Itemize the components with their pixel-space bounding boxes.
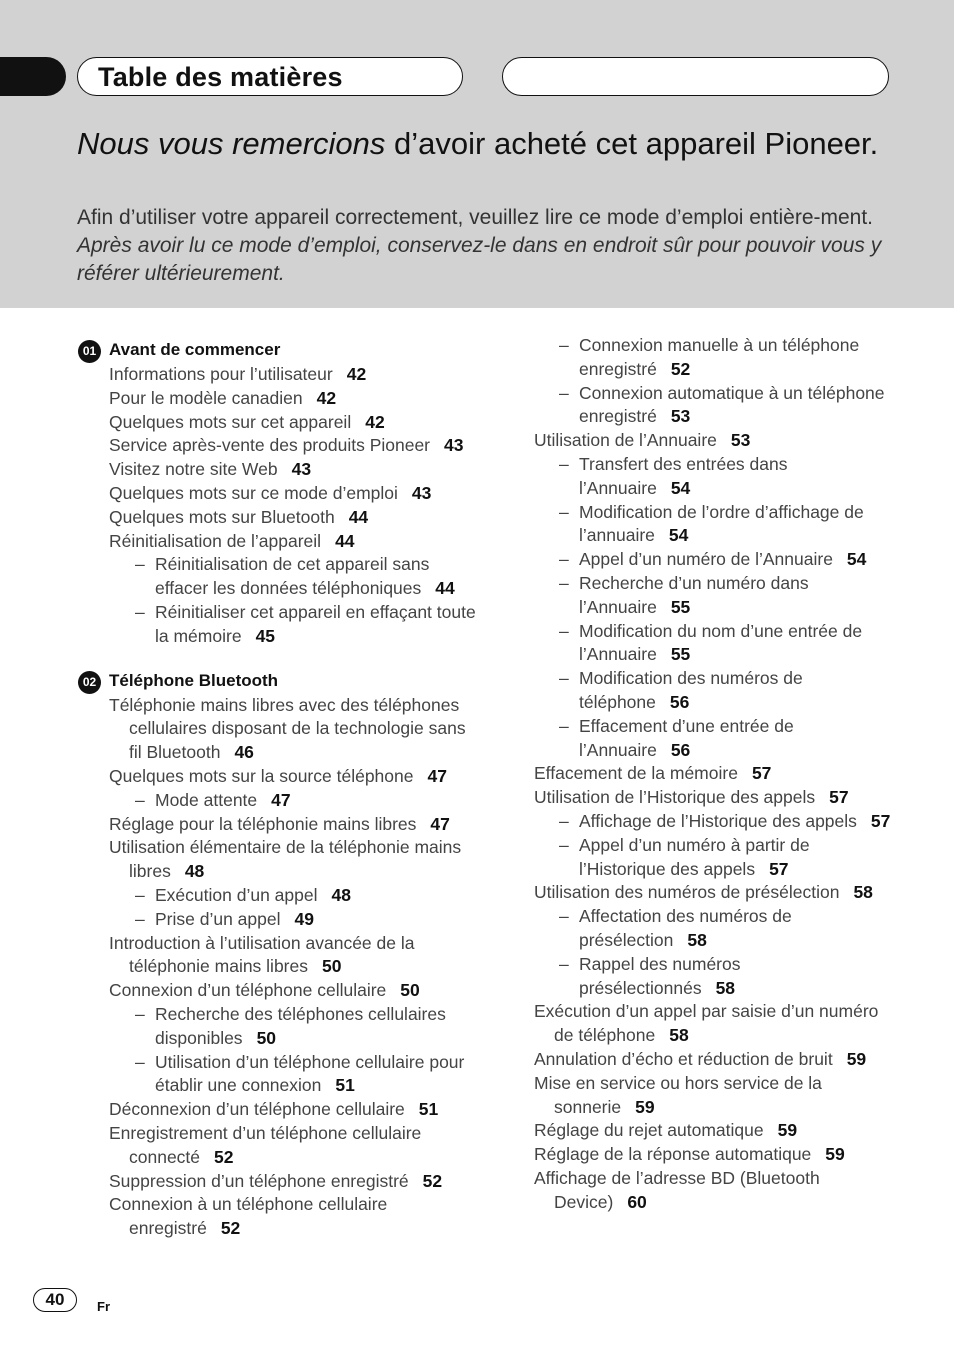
toc-page-number: 53 — [670, 406, 691, 427]
toc-left-column — [78, 337, 478, 1241]
toc-entry-text: Service après-vente des produits Pioneer — [109, 435, 431, 456]
toc-subentry[interactable] — [559, 834, 894, 882]
dash-bullet: – — [559, 382, 569, 403]
toc-entry[interactable] — [109, 506, 478, 530]
toc-entry-text: Quelques mots sur la source téléphone — [109, 765, 414, 786]
toc-subentry[interactable] — [559, 334, 894, 382]
toc-entry[interactable] — [534, 786, 894, 810]
toc-entry-text: Exécution d’un appel — [155, 884, 318, 905]
toc-entry-text: Recherche d’un numéro dans l’Annuaire — [579, 572, 809, 617]
toc-entry[interactable] — [534, 1143, 894, 1167]
toc-subentry[interactable] — [559, 810, 894, 834]
toc-subentry[interactable] — [135, 1003, 478, 1051]
toc-page-number: 58 — [687, 929, 707, 950]
toc-entry-text: Modification des numéros de téléphone — [579, 668, 803, 712]
toc-right-column — [534, 334, 894, 1214]
toc-entry[interactable] — [109, 434, 478, 458]
toc-entry[interactable] — [109, 765, 478, 789]
toc-entry-text: Modification du nom d’une entrée de l’Annuaire — [579, 620, 863, 665]
section-number-badge: 02 — [78, 671, 101, 694]
toc-subentry[interactable] — [135, 553, 478, 601]
toc-page-number: 46 — [234, 742, 254, 763]
dash-bullet: – — [135, 1003, 145, 1024]
toc-page-number: 56 — [669, 691, 690, 712]
toc-page-number: 43 — [291, 459, 312, 480]
toc-entry-text: Appel d’un numéro à partir de l’Historique des appels — [579, 834, 810, 879]
toc-entry-text: Exécution d’un appel par saisie d’un numéro de téléphone — [534, 1001, 879, 1046]
toc-entry-text: Utilisation des numéros de présélection — [534, 882, 840, 903]
toc-page-number: 55 — [670, 596, 691, 617]
toc-subentry[interactable] — [559, 453, 894, 501]
empty-header-pill — [502, 57, 889, 96]
toc-page-number: 57 — [870, 810, 891, 831]
dash-bullet: – — [559, 953, 569, 974]
toc-entry-text: Réglage du rejet automatique — [534, 1120, 764, 1141]
toc-entry[interactable] — [109, 694, 478, 765]
toc-page-number: 57 — [751, 763, 772, 784]
dash-bullet: – — [559, 620, 569, 641]
toc-subentry[interactable] — [135, 908, 478, 932]
toc-entry[interactable] — [534, 1072, 894, 1120]
dash-bullet: – — [559, 906, 569, 927]
toc-entry-text: Quelques mots sur ce mode d’emploi — [109, 482, 398, 503]
intro-paragraph — [77, 204, 917, 288]
dash-bullet: – — [559, 834, 569, 855]
toc-page-number: 55 — [670, 644, 691, 665]
toc-entry-text: Utilisation d’un téléphone cellulaire pour établir une connexion — [155, 1051, 465, 1096]
toc-page-number: 59 — [635, 1096, 655, 1117]
toc-entry-text: Téléphonie mains libres avec des téléphones cellulaires disposant de la technologie sans fil Bluetooth — [109, 694, 466, 763]
toc-entry-text: Enregistrement d’un téléphone cellulaire connecté — [109, 1122, 422, 1167]
dash-bullet: – — [559, 715, 569, 736]
toc-subentry[interactable] — [135, 1051, 478, 1099]
toc-entry[interactable] — [109, 530, 478, 554]
toc-entry-text: Modification de l’ordre d’affichage de l’annuaire — [579, 501, 864, 546]
chapter-tab-marker — [0, 57, 66, 96]
dash-bullet: – — [135, 908, 145, 929]
toc-entry-text: Affichage de l’Historique des appels — [579, 810, 857, 831]
toc-entry[interactable] — [109, 1170, 478, 1194]
dash-bullet: – — [135, 554, 145, 575]
toc-subentry[interactable] — [559, 667, 894, 715]
toc-page-number: 52 — [214, 1146, 234, 1167]
dash-bullet: – — [559, 453, 569, 474]
toc-page-number: 43 — [444, 435, 464, 456]
toc-page-number: 47 — [430, 813, 450, 834]
toc-page-number: 52 — [422, 1170, 443, 1191]
toc-page-number: 53 — [730, 430, 751, 451]
toc-entry-text: Réinitialiser cet appareil en effaçant toute la mémoire — [155, 601, 476, 646]
toc-entry[interactable] — [109, 1098, 478, 1122]
toc-page-number: 59 — [846, 1048, 867, 1069]
toc-entry[interactable] — [534, 1048, 894, 1072]
toc-entry-text: Déconnexion d’un téléphone cellulaire — [109, 1099, 405, 1120]
toc-entry[interactable] — [109, 482, 478, 506]
dash-bullet: – — [559, 572, 569, 593]
toc-entry-text: Prise d’un appel — [155, 908, 281, 929]
dash-bullet: – — [559, 810, 569, 831]
toc-title: Table des matières — [98, 62, 343, 92]
toc-entry[interactable] — [109, 1193, 478, 1241]
dash-bullet: – — [559, 668, 569, 689]
intro-italic: Après avoir lu ce mode d’emploi, conservez-le dans en endroit sûr pour pouvoir vous y référer ultérieurement. — [77, 234, 882, 285]
toc-subentry[interactable] — [559, 620, 894, 668]
toc-entry-text: Quelques mots sur Bluetooth — [109, 506, 335, 527]
toc-entry[interactable] — [109, 836, 478, 884]
toc-entry-text: Suppression d’un téléphone enregistré — [109, 1170, 409, 1191]
section-heading — [78, 337, 478, 363]
toc-entry-text: Réinitialisation de l’appareil — [109, 530, 322, 551]
toc-page-number: 42 — [346, 364, 367, 384]
toc-page-number: 45 — [255, 625, 276, 646]
toc-entry-text: Pour le modèle canadien — [109, 387, 303, 408]
page-number: 40 — [33, 1288, 77, 1312]
toc-page-number: 54 — [668, 525, 689, 546]
toc-page-number: 60 — [627, 1191, 647, 1212]
toc-entry-text: Affichage de l’adresse BD (Bluetooth Device) — [534, 1167, 820, 1212]
toc-entry-text: Mode attente — [155, 789, 258, 810]
toc-page-number: 57 — [829, 787, 849, 808]
toc-page-number: 59 — [777, 1120, 798, 1141]
toc-entry-text: Effacement d’une entrée de l’Annuaire — [579, 715, 794, 760]
dash-bullet: – — [135, 789, 145, 810]
toc-page-number: 42 — [316, 387, 337, 408]
toc-entry-text: Quelques mots sur cet appareil — [109, 411, 352, 432]
toc-page-number: 47 — [271, 789, 291, 810]
intro-plain: Afin d’utiliser votre appareil correctement, veuillez lire ce mode d’emploi entière-ment. — [77, 206, 874, 229]
toc-entry-text: Connexion à un téléphone cellulaire enregistré — [109, 1194, 388, 1239]
toc-page-number: 54 — [670, 477, 691, 498]
toc-entry-text: Visitez notre site Web — [109, 459, 278, 480]
toc-entry-text: Introduction à l’utilisation avancée de la téléphonie mains libres — [109, 932, 415, 977]
toc-page-number: 58 — [669, 1025, 689, 1046]
toc-entry-text: Rappel des numéros présélectionnés — [579, 953, 741, 998]
toc-entry[interactable] — [534, 762, 894, 786]
section-title: Téléphone Bluetooth — [109, 670, 279, 690]
toc-entry-text: Connexion manuelle à un téléphone enregistré — [579, 335, 860, 379]
toc-entry-text: Transfert des entrées dans l’Annuaire — [579, 453, 788, 498]
toc-page-number: 59 — [825, 1144, 845, 1165]
toc-subentry[interactable] — [559, 905, 894, 953]
toc-entry-text: Appel d’un numéro de l’Annuaire — [579, 549, 833, 570]
toc-entry[interactable] — [109, 363, 478, 387]
toc-entry-text: Effacement de la mémoire — [534, 763, 738, 784]
toc-entry-text: Utilisation élémentaire de la téléphonie mains libres — [109, 837, 462, 882]
dash-bullet: – — [559, 335, 569, 355]
dash-bullet: – — [559, 501, 569, 522]
toc-page-number: 47 — [427, 765, 447, 786]
toc-page-number: 58 — [853, 882, 873, 903]
toc-subentry[interactable] — [135, 884, 478, 908]
toc-entry[interactable] — [109, 458, 478, 482]
language-code: Fr — [97, 1299, 110, 1314]
toc-title-pill — [77, 57, 463, 96]
toc-entry[interactable] — [109, 1122, 478, 1170]
toc-entry-text: Affectation des numéros de présélection — [579, 906, 792, 950]
toc-subentry[interactable] — [135, 601, 478, 649]
toc-entry[interactable] — [109, 411, 478, 435]
toc-page-number: 52 — [220, 1218, 241, 1239]
toc-page-number: 44 — [435, 578, 455, 599]
toc-subentry[interactable] — [559, 501, 894, 549]
toc-page-number: 54 — [846, 549, 867, 570]
section-number-badge: 01 — [78, 340, 101, 363]
dash-bullet: – — [135, 1051, 145, 1072]
headline — [77, 127, 917, 161]
toc-subentry[interactable] — [559, 382, 894, 430]
toc-subentry[interactable] — [559, 548, 894, 572]
toc-entry-text: Annulation d’écho et réduction de bruit — [534, 1048, 833, 1069]
toc-page-number: 44 — [335, 530, 355, 551]
toc-entry[interactable] — [534, 1167, 894, 1215]
toc-entry-text: Informations pour l’utilisateur — [109, 364, 333, 384]
section-title: Avant de commencer — [109, 340, 281, 359]
toc-entry-text: Recherche des téléphones cellulaires disponibles — [155, 1003, 446, 1048]
toc-entry-text: Utilisation de l’Historique des appels — [534, 787, 816, 808]
toc-page-number: 56 — [670, 739, 691, 760]
toc-page-number: 44 — [348, 506, 369, 527]
toc-subentry[interactable] — [559, 715, 894, 763]
toc-entry-text: Réinitialisation de cet appareil sans effacer les données téléphoniques — [155, 554, 430, 599]
toc-entry-text: Connexion d’un téléphone cellulaire — [109, 980, 387, 1001]
toc-page-number: 51 — [418, 1099, 439, 1120]
toc-entry-text: Réglage de la réponse automatique — [534, 1144, 812, 1165]
toc-entry[interactable] — [534, 429, 894, 453]
toc-page-number: 43 — [411, 482, 432, 503]
toc-page-number: 51 — [335, 1075, 355, 1096]
toc-page-number: 50 — [322, 956, 342, 977]
toc-entry[interactable] — [534, 881, 894, 905]
toc-entry-text: Mise en service ou hors service de la sonnerie — [534, 1072, 822, 1117]
toc-page-number: 52 — [670, 358, 691, 379]
dash-bullet: – — [135, 601, 145, 622]
toc-page-number: 58 — [715, 977, 736, 998]
toc-entry-text: Réglage pour la téléphonie mains libres — [109, 813, 417, 834]
section-heading — [78, 668, 478, 694]
toc-subentry[interactable] — [135, 789, 478, 813]
toc-page-number: 48 — [331, 884, 351, 905]
toc-page-number: 49 — [294, 908, 314, 929]
dash-bullet: – — [135, 884, 145, 905]
toc-entry[interactable] — [109, 813, 478, 837]
toc-page-number: 48 — [184, 861, 205, 882]
toc-page-number: 50 — [400, 980, 420, 1001]
headline-italic: Nous vous remercions — [77, 126, 386, 161]
toc-entry[interactable] — [109, 387, 478, 411]
toc-entry[interactable] — [109, 932, 478, 980]
dash-bullet: – — [559, 549, 569, 570]
toc-entry[interactable] — [109, 979, 478, 1003]
toc-entry-text: Utilisation de l’Annuaire — [534, 430, 717, 451]
toc-page-number: 57 — [769, 858, 789, 879]
toc-page-number: 50 — [256, 1027, 277, 1048]
toc-entry-text: Connexion automatique à un téléphone enregistré — [579, 382, 885, 427]
toc-entry[interactable] — [534, 1119, 894, 1143]
toc-subentry[interactable] — [559, 572, 894, 620]
toc-entry[interactable] — [534, 1000, 894, 1048]
toc-subentry[interactable] — [559, 953, 894, 1001]
headline-rest: d’avoir acheté cet appareil Pioneer. — [385, 126, 879, 161]
toc-page-number: 42 — [365, 411, 385, 432]
